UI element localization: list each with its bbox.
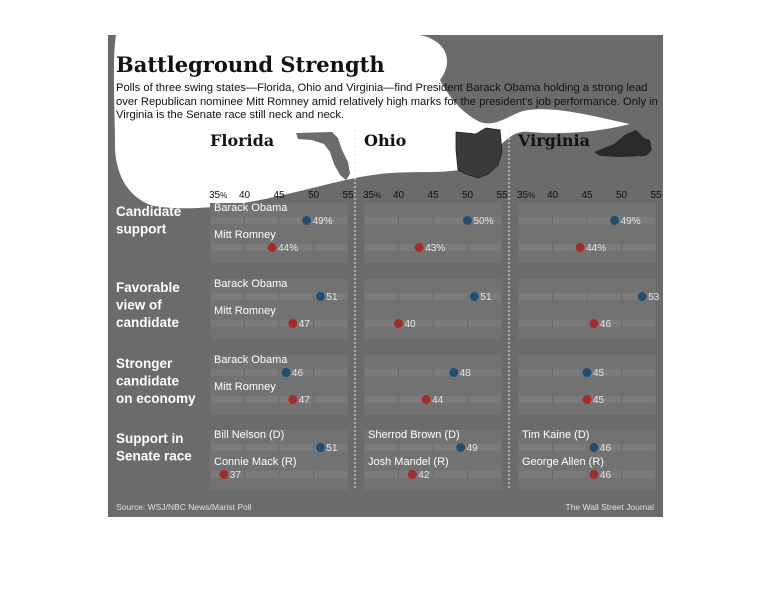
subtitle-line-1: Polls of three swing states—Florida, Ohio and Virginia—find President Barack Obama holding a strong lead bbox=[116, 82, 648, 94]
value-label-virginia-favorable-view-of-candidate-dem: 53 bbox=[648, 292, 660, 303]
tick-label-ohio-35: 35% bbox=[363, 190, 382, 201]
dot-ohio-favorable-view-of-candidate-dem bbox=[470, 292, 479, 301]
tick-label-ohio-50: 50 bbox=[461, 190, 474, 201]
candidate-name-florida-support-in-senate-race-dem: Bill Nelson (D) bbox=[214, 429, 285, 441]
value-label-virginia-support-in-senate-race-dem: 46 bbox=[599, 443, 612, 454]
value-label-florida-stronger-candidate-on-economy-dem: 46 bbox=[291, 368, 304, 379]
dot-ohio-favorable-view-of-candidate-rep bbox=[394, 319, 403, 328]
value-label-ohio-support-in-senate-race-dem: 49 bbox=[466, 443, 478, 454]
panel-cell-favorable-view-of-candidate-ohio bbox=[364, 279, 502, 339]
candidate-name-florida-stronger-candidate-on-economy-rep: Mitt Romney bbox=[214, 381, 276, 393]
row-label-favorable-view-of-candidate-line-1: Favorable bbox=[116, 280, 180, 295]
dot-florida-stronger-candidate-on-economy-rep bbox=[288, 395, 297, 404]
dot-florida-stronger-candidate-on-economy-dem bbox=[281, 368, 290, 377]
value-label-ohio-favorable-view-of-candidate-rep: 40 bbox=[404, 319, 416, 330]
dot-virginia-support-in-senate-race-rep bbox=[589, 470, 598, 479]
row-label-stronger-candidate-on-economy-line-1: Stronger bbox=[116, 356, 173, 371]
value-label-ohio-candidate-support-rep: 43% bbox=[425, 243, 446, 254]
tick-label-florida-40: 40 bbox=[238, 190, 251, 201]
value-label-virginia-support-in-senate-race-rep: 46 bbox=[599, 470, 612, 481]
row-label-candidate-support-line-2: support bbox=[116, 221, 167, 237]
value-label-virginia-stronger-candidate-on-economy-rep: 45 bbox=[593, 395, 605, 406]
panel-cell-candidate-support-ohio bbox=[364, 203, 502, 263]
dot-virginia-favorable-view-of-candidate-rep bbox=[589, 319, 598, 328]
dot-ohio-support-in-senate-race-rep bbox=[408, 470, 417, 479]
row-label-candidate-support-line-1: Candidate bbox=[116, 204, 182, 219]
tick-label-virginia-35: 35% bbox=[517, 190, 536, 201]
dot-florida-support-in-senate-race-dem bbox=[316, 443, 325, 452]
credit-note: The Wall Street Journal bbox=[565, 502, 654, 512]
tick-label-ohio-45: 45 bbox=[427, 190, 439, 201]
candidate-name-florida-support-in-senate-race-rep: Connie Mack (R) bbox=[214, 456, 297, 468]
panel-cell-favorable-view-of-candidate-virginia bbox=[518, 279, 656, 339]
value-label-florida-favorable-view-of-candidate-dem: 51 bbox=[326, 292, 338, 303]
value-label-florida-candidate-support-dem: 49% bbox=[312, 216, 333, 227]
tick-label-ohio-55: 55 bbox=[496, 190, 508, 201]
value-label-virginia-candidate-support-rep: 44% bbox=[586, 243, 607, 254]
candidate-name-virginia-support-in-senate-race-dem: Tim Kaine (D) bbox=[522, 429, 590, 441]
dot-ohio-candidate-support-dem bbox=[463, 216, 472, 225]
candidate-name-florida-favorable-view-of-candidate-rep: Mitt Romney bbox=[214, 305, 276, 317]
subtitle-line-3: Virginia is the Senate race still neck and neck. bbox=[116, 109, 345, 121]
tick-label-virginia-50: 50 bbox=[615, 190, 628, 201]
dot-virginia-support-in-senate-race-dem bbox=[589, 443, 598, 452]
candidate-name-florida-candidate-support-dem: Barack Obama bbox=[214, 202, 288, 214]
value-label-virginia-favorable-view-of-candidate-rep: 46 bbox=[599, 319, 612, 330]
dot-florida-favorable-view-of-candidate-dem bbox=[316, 292, 325, 301]
tick-label-virginia-55: 55 bbox=[650, 190, 662, 201]
row-label-support-in-senate-race-line-1: Support in bbox=[116, 431, 184, 446]
value-label-virginia-candidate-support-dem: 49% bbox=[620, 216, 641, 227]
tick-label-ohio-40: 40 bbox=[392, 190, 405, 201]
dot-ohio-candidate-support-rep bbox=[415, 243, 424, 252]
tick-label-virginia-45: 45 bbox=[581, 190, 593, 201]
subtitle-line-2: over Republican nominee Mitt Romney amid relatively high marks for the president's job performance. Only in bbox=[116, 96, 658, 108]
row-label-support-in-senate-race-line-2: Senate race bbox=[116, 448, 192, 464]
dot-florida-candidate-support-rep bbox=[268, 243, 277, 252]
candidate-name-florida-stronger-candidate-on-economy-dem: Barack Obama bbox=[214, 354, 288, 366]
value-label-ohio-candidate-support-dem: 50% bbox=[473, 216, 494, 227]
value-label-ohio-stronger-candidate-on-economy-rep: 44 bbox=[432, 395, 444, 406]
value-label-ohio-favorable-view-of-candidate-dem: 51 bbox=[480, 292, 492, 303]
dot-virginia-candidate-support-rep bbox=[576, 243, 585, 252]
state-header-virginia: Virginia bbox=[518, 131, 590, 150]
chart-title: Battleground Strength bbox=[116, 52, 385, 77]
dot-florida-candidate-support-dem bbox=[302, 216, 311, 225]
dot-florida-favorable-view-of-candidate-rep bbox=[288, 319, 297, 328]
value-label-ohio-support-in-senate-race-rep: 42 bbox=[418, 470, 430, 481]
dot-florida-support-in-senate-race-rep bbox=[219, 470, 228, 479]
candidate-name-ohio-support-in-senate-race-rep: Josh Mandel (R) bbox=[368, 456, 449, 468]
dot-ohio-stronger-candidate-on-economy-rep bbox=[422, 395, 431, 404]
value-label-virginia-stronger-candidate-on-economy-dem: 45 bbox=[593, 368, 605, 379]
dot-ohio-stronger-candidate-on-economy-dem bbox=[449, 368, 458, 377]
dot-virginia-candidate-support-dem bbox=[610, 216, 619, 225]
row-label-favorable-view-of-candidate-line-3: candidate bbox=[116, 315, 180, 330]
state-header-florida: Florida bbox=[210, 131, 275, 150]
row-label-stronger-candidate-on-economy-line-2: candidate bbox=[116, 373, 180, 389]
value-label-florida-support-in-senate-race-rep: 37 bbox=[229, 470, 241, 481]
value-label-florida-favorable-view-of-candidate-rep: 47 bbox=[298, 319, 310, 330]
panel-cell-candidate-support-virginia bbox=[518, 203, 656, 263]
dot-virginia-stronger-candidate-on-economy-dem bbox=[583, 368, 592, 377]
tick-label-florida-55: 55 bbox=[342, 190, 354, 201]
tick-label-florida-50: 50 bbox=[307, 190, 320, 201]
row-label-favorable-view-of-candidate-line-2: view of bbox=[116, 297, 162, 313]
value-label-florida-candidate-support-rep: 44% bbox=[278, 243, 299, 254]
candidate-name-virginia-support-in-senate-race-rep: George Allen (R) bbox=[522, 456, 604, 468]
candidate-name-florida-favorable-view-of-candidate-dem: Barack Obama bbox=[214, 278, 288, 290]
tick-label-florida-45: 45 bbox=[273, 190, 285, 201]
dot-virginia-stronger-candidate-on-economy-rep bbox=[583, 395, 592, 404]
value-label-florida-support-in-senate-race-dem: 51 bbox=[326, 443, 338, 454]
panel-cell-stronger-candidate-on-economy-virginia bbox=[518, 355, 656, 415]
value-label-ohio-stronger-candidate-on-economy-dem: 48 bbox=[459, 368, 471, 379]
candidate-name-ohio-support-in-senate-race-dem: Sherrod Brown (D) bbox=[368, 429, 460, 441]
candidate-name-florida-candidate-support-rep: Mitt Romney bbox=[214, 229, 276, 241]
dot-ohio-support-in-senate-race-dem bbox=[456, 443, 465, 452]
tick-label-virginia-40: 40 bbox=[546, 190, 559, 201]
tick-label-florida-35: 35% bbox=[209, 190, 228, 201]
state-header-ohio: Ohio bbox=[364, 131, 407, 150]
value-label-florida-stronger-candidate-on-economy-rep: 47 bbox=[298, 395, 310, 406]
source-note: Source: WSJ/NBC News/Marist Poll bbox=[116, 502, 252, 512]
dot-virginia-favorable-view-of-candidate-dem bbox=[638, 292, 647, 301]
row-label-stronger-candidate-on-economy-line-3: on economy bbox=[116, 391, 196, 406]
panel-cell-stronger-candidate-on-economy-ohio bbox=[364, 355, 502, 415]
